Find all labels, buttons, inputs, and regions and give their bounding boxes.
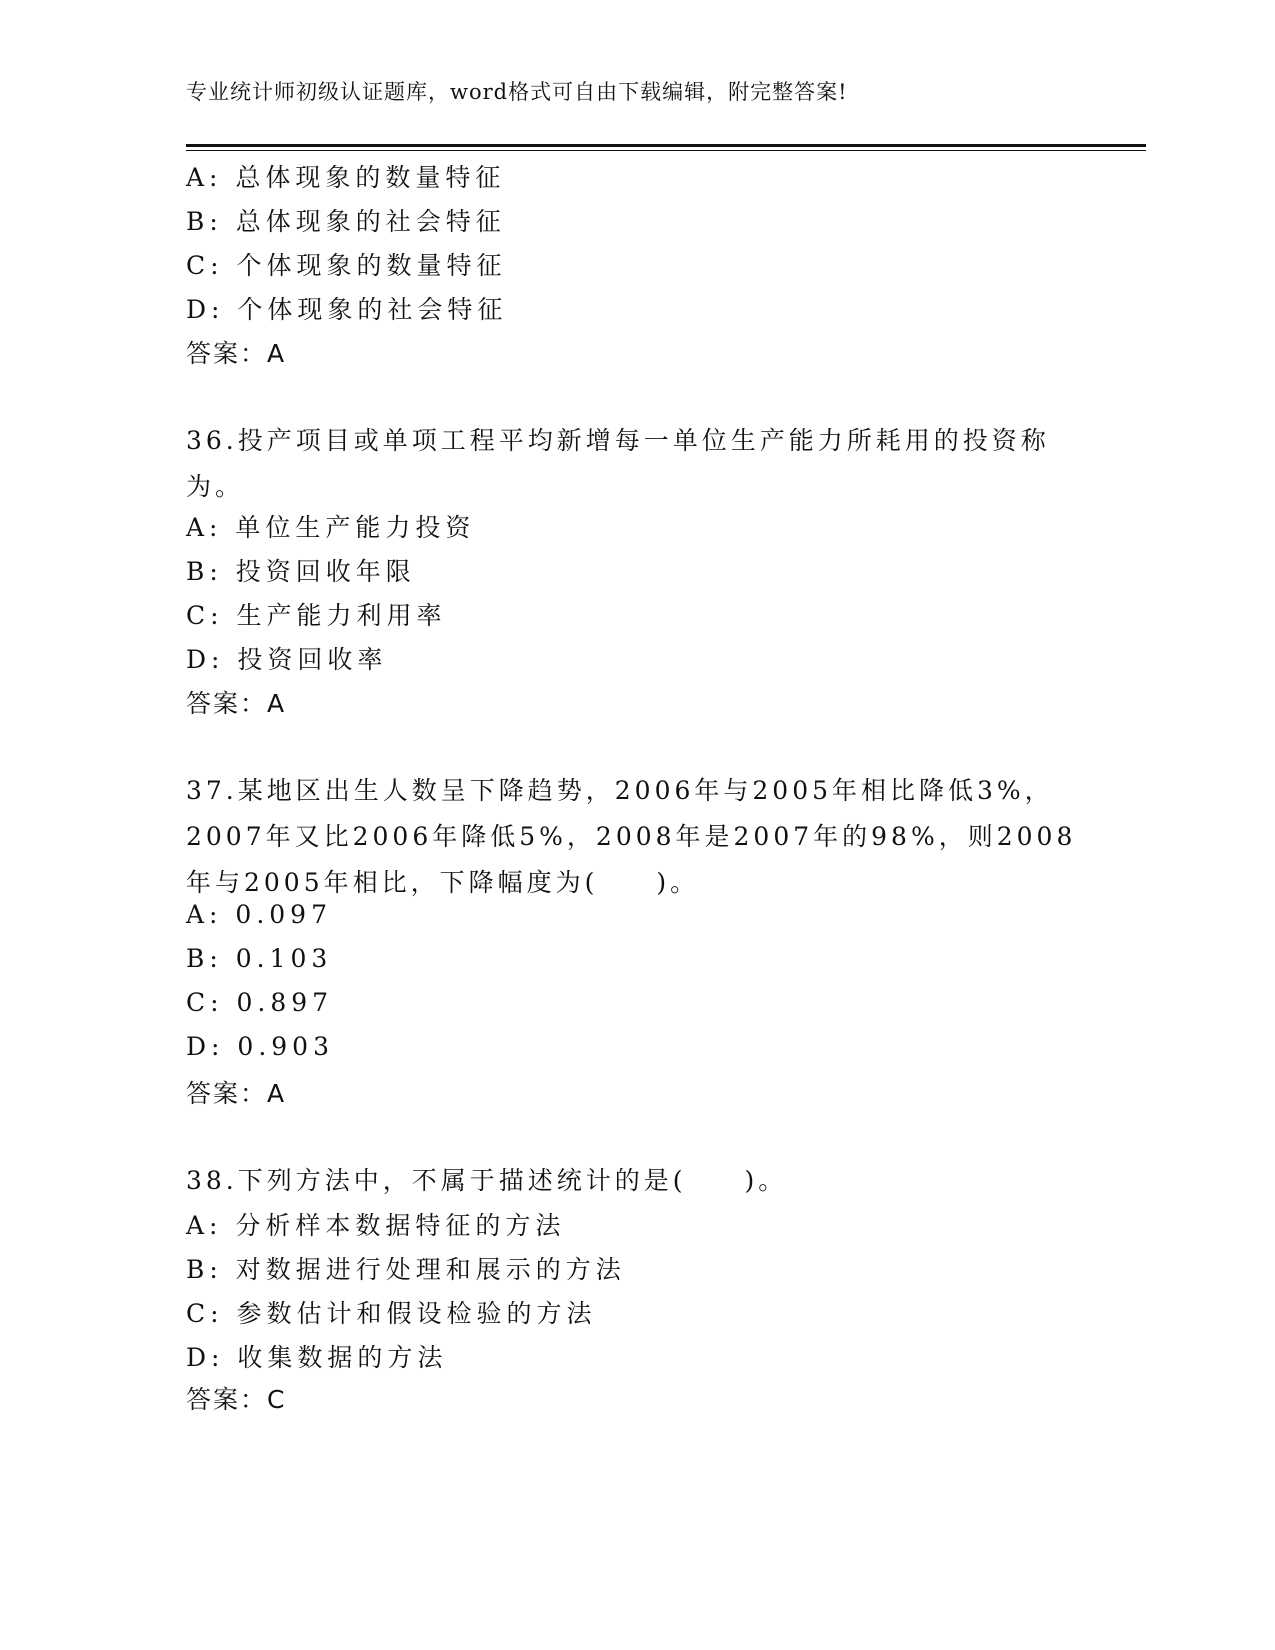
header-rule-thick xyxy=(186,144,1146,147)
q35-answer: 答案：A xyxy=(186,339,287,368)
q37-answer: 答案：A xyxy=(186,1079,287,1108)
q38-option-a: A: 分析样本数据特征的方法 xyxy=(186,1211,566,1240)
q36-stem: 36.投产项目或单项工程平均新增每一单位生产能力所耗用的投资称为。 xyxy=(186,426,1050,501)
q35-option-b: B: 总体现象的社会特征 xyxy=(186,207,506,236)
q36-option-c: C: 生产能力利用率 xyxy=(186,601,447,630)
q38-option-d: D: 收集数据的方法 xyxy=(186,1343,448,1372)
q38-option-b: B: 对数据进行处理和展示的方法 xyxy=(186,1255,626,1284)
q37-option-b: B: 0.103 xyxy=(186,944,333,973)
q38-option-c: C: 参数估计和假设检验的方法 xyxy=(186,1299,597,1328)
q36-option-d: D: 投资回收率 xyxy=(186,645,388,674)
header-rule-thin xyxy=(186,150,1146,151)
page-header: 专业统计师初级认证题库，word格式可自由下载编辑，附完整答案! xyxy=(186,80,848,104)
q36-option-b: B: 投资回收年限 xyxy=(186,557,416,586)
q37-stem: 37.某地区出生人数呈下降趋势，2006年与2005年相比降低3%，2007年又比2006年降低5%，2008年是2007年的98%，则2008年与2005年相比，下降幅度为( )。 xyxy=(186,776,1077,897)
q37-option-a: A: 0.097 xyxy=(186,900,332,929)
q35-option-c: C: 个体现象的数量特征 xyxy=(186,251,507,280)
q36-option-a: A: 单位生产能力投资 xyxy=(186,513,476,542)
q38-answer: 答案：C xyxy=(186,1385,287,1414)
q38-stem: 38.下列方法中，不属于描述统计的是( )。 xyxy=(186,1166,788,1195)
q37-option-d: D: 0.903 xyxy=(186,1032,334,1061)
q35-option-d: D: 个体现象的社会特征 xyxy=(186,295,508,324)
q35-option-a: A: 总体现象的数量特征 xyxy=(186,163,506,192)
q37-option-c: C: 0.897 xyxy=(186,988,334,1017)
q36-answer: 答案：A xyxy=(186,689,287,718)
